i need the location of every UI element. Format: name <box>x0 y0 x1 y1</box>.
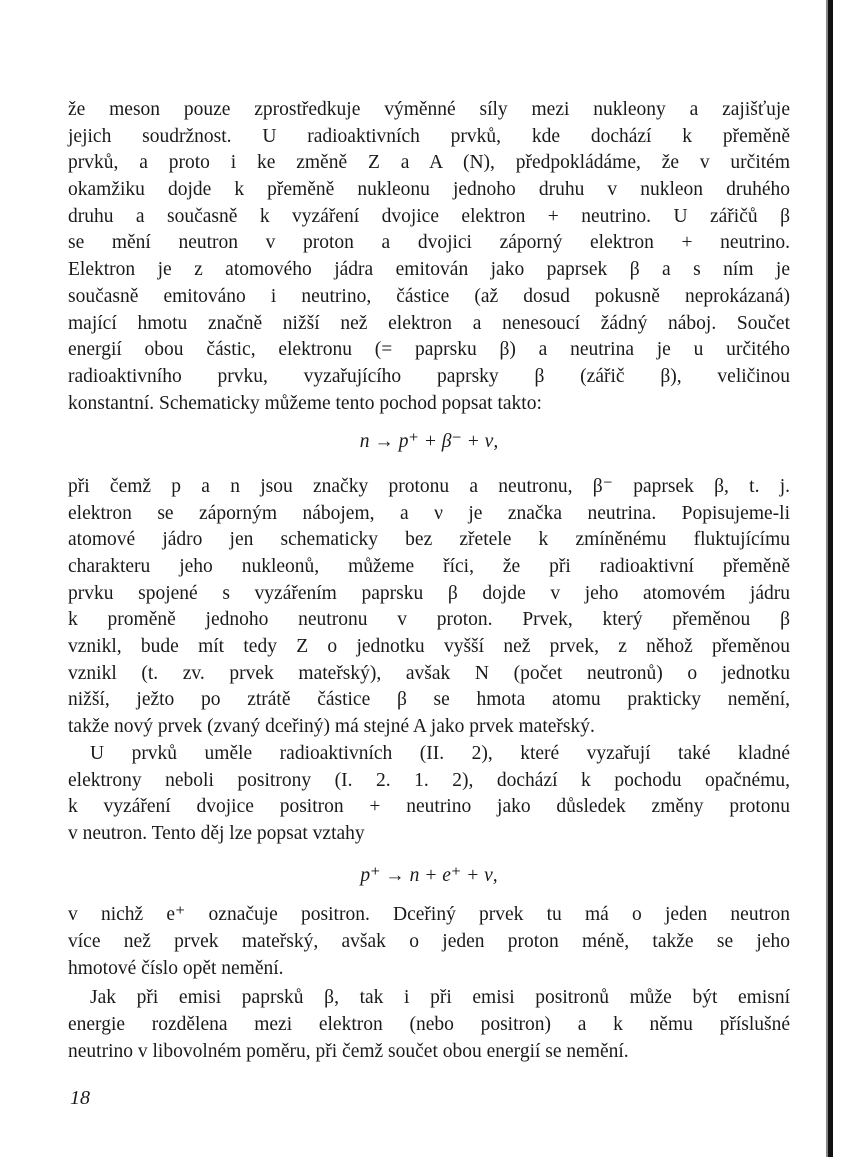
text-line: energie rozdělena mezi elektron (nebo positron) a k němu příslušné <box>68 1014 790 1035</box>
text-line: okamžiku dojde k přeměně nukleonu jednoho druhu v nukleon druhého <box>68 179 790 201</box>
text-line: v nichž e⁺ označuje positron. Dceřiný prvek tu má o jeden neutron <box>68 904 790 926</box>
text-line: radioaktivního prvku, vyzařujícího paprsky β (zářič β), veličinou <box>68 365 790 387</box>
paragraph <box>68 985 790 1065</box>
text-line: se mění neutron v proton a dvojici záporný elektron + neutrino. <box>68 232 790 254</box>
formula-beta-minus: n → p⁺ + β⁻ + ν, <box>359 431 499 453</box>
text-line: konstantní. Schematicky můžeme tento pochod popsat takto: <box>68 392 542 414</box>
text-line: hmotové číslo opět nemění. <box>68 957 284 979</box>
text-line: současně emitováno i neutrino, částice (až dosud pokusně neprokázaná) <box>68 285 790 307</box>
text-line: že meson pouze zprostředkuje výměnné síly mezi nukleony a zajišťuje <box>68 99 790 120</box>
scan-page-edge <box>828 0 833 1157</box>
text-line: takže nový prvek (zvaný dceřiný) má stejné A jako prvek mateřský. <box>68 716 595 738</box>
text-line: více než prvek mateřský, avšak o jeden proton méně, takže se jeho <box>68 930 790 952</box>
text-line: jejich soudržnost. U radioaktivních prvků, kde dochází k přeměně <box>68 125 790 147</box>
text-line: charakteru jeho nukleonů, můžeme říci, že při radioaktivní přeměně <box>68 556 790 577</box>
paragraph <box>68 741 790 848</box>
text-line: vznikl, bude mít tedy Z o jednotku vyšší než prvek, z něhož přeměnou <box>68 636 790 658</box>
text-line: U prvků uměle radioaktivních (II. 2), které vyzařují také kladné <box>90 742 790 764</box>
text-line: neutrino v libovolném poměru, při čemž součet obou energií se nemění. <box>68 1040 629 1062</box>
text-line: při čemž p a n jsou značky protonu a neutronu, β⁻ paprsek β, t. j. <box>68 475 790 497</box>
body-text <box>68 97 790 1065</box>
text-line: v neutron. Tento děj lze popsat vztahy <box>68 822 365 844</box>
text-line: mající hmotu značně nižší než elektron a nenesoucí žádný náboj. Součet <box>68 312 790 334</box>
text-line: k proměně jednoho neutronu v proton. Prvek, který přeměnou β <box>68 609 790 631</box>
paragraph <box>68 474 790 741</box>
text-line: elektron se záporným nábojem, a ν je značka neutrina. Popisujeme-li <box>68 502 790 524</box>
formula-beta-plus: p⁺ → n + e⁺ + ν, <box>360 864 498 886</box>
text-line: nižší, ježto po ztrátě částice β se hmota atomu prakticky nemění, <box>68 689 790 711</box>
text-line: prvků, a proto i ke změně Z a A (N), předpokládáme, že v určitém <box>68 152 790 174</box>
text-line: elektrony neboli positrony (I. 2. 1. 2), dochází k pochodu opačnému, <box>68 769 790 791</box>
text-line: prvku spojené s vyzářením paprsku β dojde v jeho atomovém jádru <box>68 582 790 604</box>
page-number: 18 <box>70 1087 90 1109</box>
paragraph <box>68 97 790 417</box>
text-line: atomové jádro jen schematicky bez zřetele k zmíněnému fluktujícímu <box>68 529 790 551</box>
text-line: energií obou částic, elektronu (= paprsku β) a neutrina je u určitého <box>68 339 790 361</box>
text-line: Jak při emisi paprsků β, tak i při emisi positronů může být emisní <box>90 987 790 1009</box>
paragraph <box>68 902 790 982</box>
text-line: druhu a současně k vyzáření dvojice elektron + neutrino. U zářičů β <box>68 205 790 227</box>
text-line: vznikl (t. zv. prvek mateřský), avšak N (počet neutronů) o jednotku <box>68 662 790 684</box>
text-line: k vyzáření dvojice positron + neutrino jako důsledek změny protonu <box>68 796 790 818</box>
text-line: Elektron je z atomového jádra emitován jako paprsek β a s ním je <box>68 259 790 281</box>
